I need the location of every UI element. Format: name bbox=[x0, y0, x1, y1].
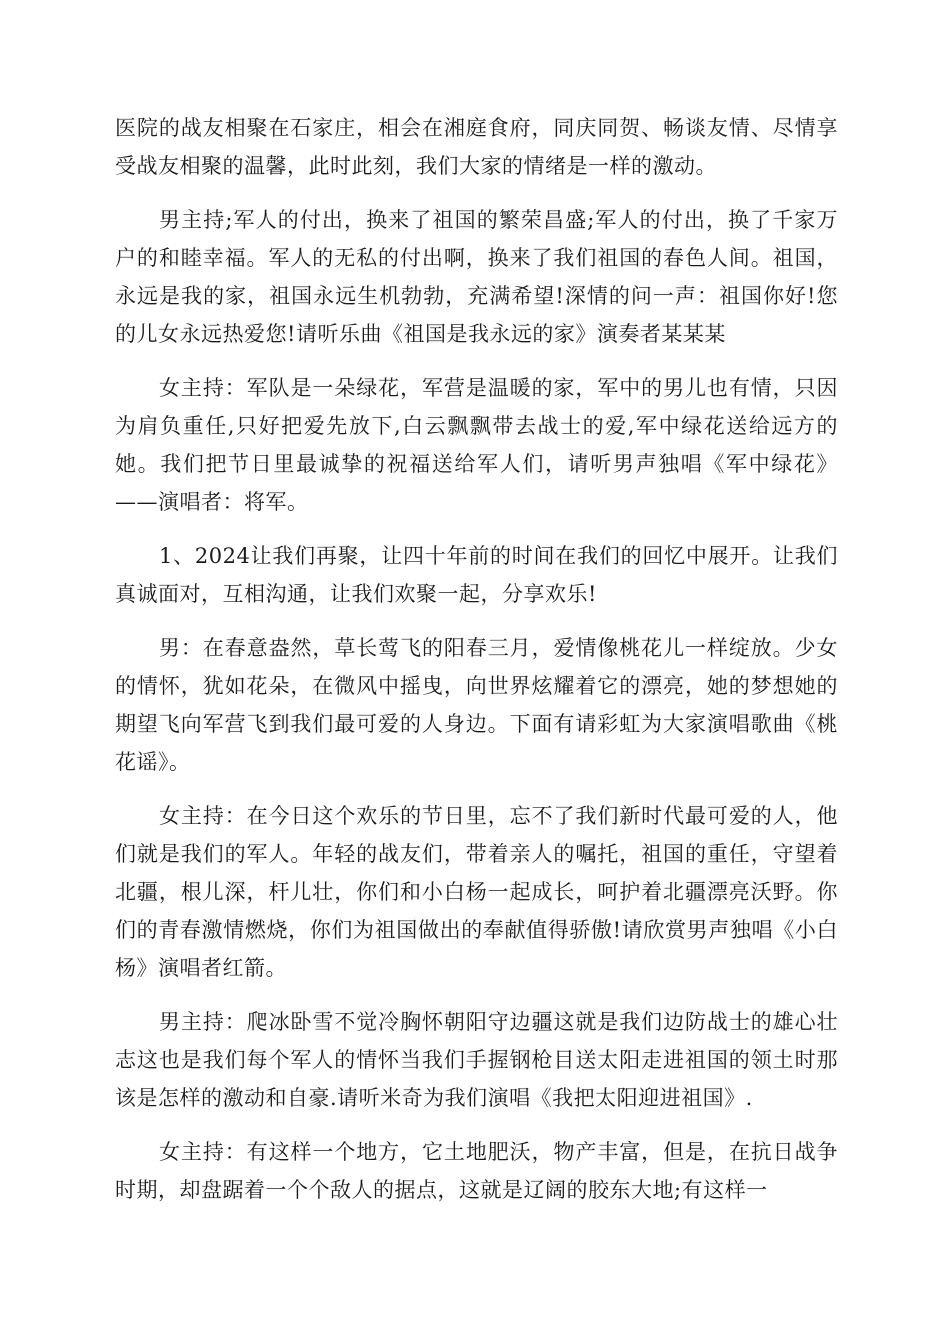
paragraph-2: 男主持;军人的付出，换来了祖国的繁荣昌盛;军人的付出，换了千家万户的和睦幸福。军人的无私的付出啊，换来了我们祖国的春色人间。祖国，永远是我的家，祖国永远生机勃勃，充满希望!深情的问一声：祖国你好!您的儿女永远热爱您!请听乐曲《祖国是我永远的家》演奏者某某某 bbox=[115, 208, 838, 346]
paragraph-3: 女主持：军队是一朵绿花，军营是温暖的家，军中的男儿也有情，只因为肩负重任,只好把爱先放下,白云飘飘带去战士的爱,军中绿花送给远方的她。我们把节日里最诚挚的祝福送给军人们，请听男声独唱《军中绿花》——演唱者：将军。 bbox=[115, 376, 838, 514]
paragraph-4: 1、2024让我们再聚，让四十年前的时间在我们的回忆中展开。让我们真诚面对，互相沟通，让我们欢聚一起，分享欢乐! bbox=[115, 544, 838, 606]
paragraph-8: 女主持：有这样一个地方，它土地肥沃，物产丰富，但是，在抗日战争时期，却盘踞着一个个敌人的据点，这就是辽阔的胶东大地;有这样一 bbox=[115, 1140, 838, 1202]
paragraph-1: 医院的战友相聚在石家庄，相会在湘庭食府，同庆同贺、畅谈友情、尽情享受战友相聚的温馨，此时此刻，我们大家的情绪是一样的激动。 bbox=[115, 116, 838, 178]
paragraph-5: 男：在春意盎然，草长莺飞的阳春三月，爱情像桃花儿一样绽放。少女的情怀，犹如花朵，在微风中摇曳，向世界炫耀着它的漂亮，她的梦想她的期望飞向军营飞到我们最可爱的人身边。下面有请彩虹为大家演唱歌曲《桃花谣》。 bbox=[115, 636, 838, 774]
paragraph-7: 男主持：爬冰卧雪不觉冷胸怀朝阳守边疆这就是我们边防战士的雄心壮志这也是我们每个军人的情怀当我们手握钢枪目送太阳走进祖国的领土时那该是怎样的激动和自豪.请听米奇为我们演唱《我把太阳迎进祖国》. bbox=[115, 1010, 838, 1110]
paragraph-6: 女主持：在今日这个欢乐的节日里，忘不了我们新时代最可爱的人，他们就是我们的军人。年轻的战友们，带着亲人的嘱托，祖国的重任，守望着北疆，根儿深，杆儿壮，你们和小白杨一起成长，呵护着北疆漂亮沃野。你们的青春激情燃烧，你们为祖国做出的奉献值得骄傲!请欣赏男声独唱《小白杨》演唱者红箭。 bbox=[115, 804, 838, 980]
